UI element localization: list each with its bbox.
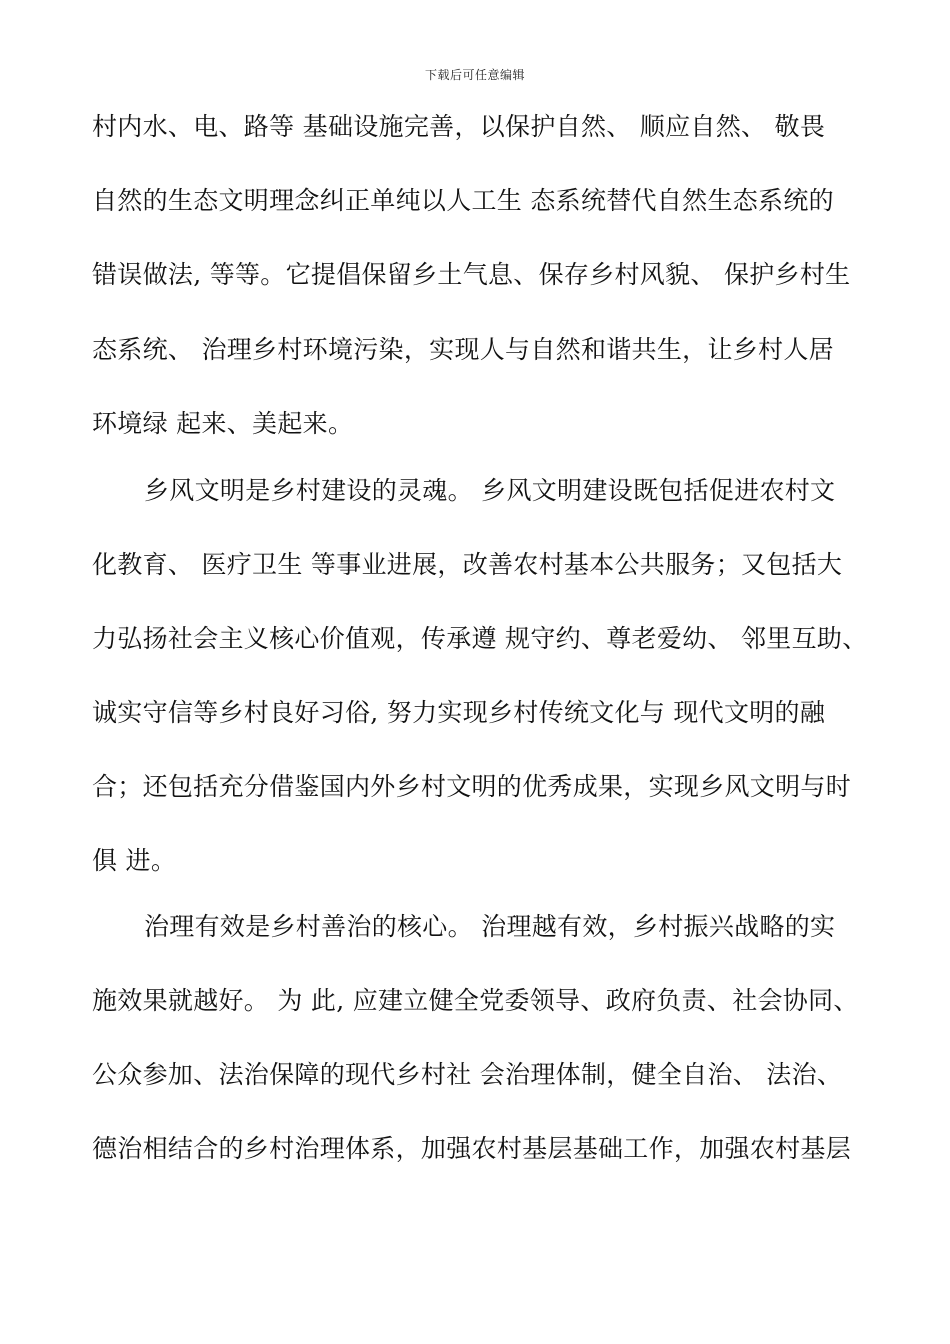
body-line: 俱 进。 <box>92 846 177 875</box>
body-line: 自然的生态文明理念纠正单纯以人工生 态系统替代自然生态系统的 <box>92 186 834 215</box>
body-line: 化教育、 医疗卫生 等事业进展，改善农村基本公共服务；又包括大 <box>92 550 843 579</box>
body-line: 态系统、 治理乡村环境污染，实现人与自然和谐共生，让乡村人居 <box>92 335 834 364</box>
paragraph-start-line: 乡风文明是乡村建设的灵魂。 乡风文明建设既包括促进农村文 <box>144 476 836 505</box>
paragraph-start-line: 治理有效是乡村善治的核心。 治理越有效，乡村振兴战略的实 <box>144 912 836 941</box>
body-line: 德治相结合的乡村治理体系，加强农村基层基础工作，加强农村基层 <box>92 1134 852 1163</box>
body-line: 诚实守信等乡村良好习俗, 努力实现乡村传统文化与 现代文明的融 <box>92 698 826 727</box>
page-header: 下载后可任意编辑 <box>424 68 525 82</box>
body-line: 公众参加、法治保障的现代乡村社 会治理体制，健全自治、 法治、 <box>92 1060 843 1089</box>
body-line: 环境绿 起来、美起来。 <box>92 409 354 438</box>
body-line: 力弘扬社会主义核心价值观，传承遵 规守约、尊老爱幼、 邻里互助、 <box>92 624 868 653</box>
body-line: 施效果就越好。 为 此, 应建立健全党委领导、政府负责、社会协同、 <box>92 986 859 1015</box>
body-line: 错误做法, 等等。它提倡保留乡土气息、保存乡村风貌、 保护乡村生 <box>92 260 851 289</box>
body-line: 合；还包括充分借鉴国内外乡村文明的优秀成果，实现乡风文明与时 <box>92 772 852 801</box>
body-line: 村内水、电、路等 基础设施完善，以保护自然、 顺应自然、 敬畏 <box>92 112 826 141</box>
